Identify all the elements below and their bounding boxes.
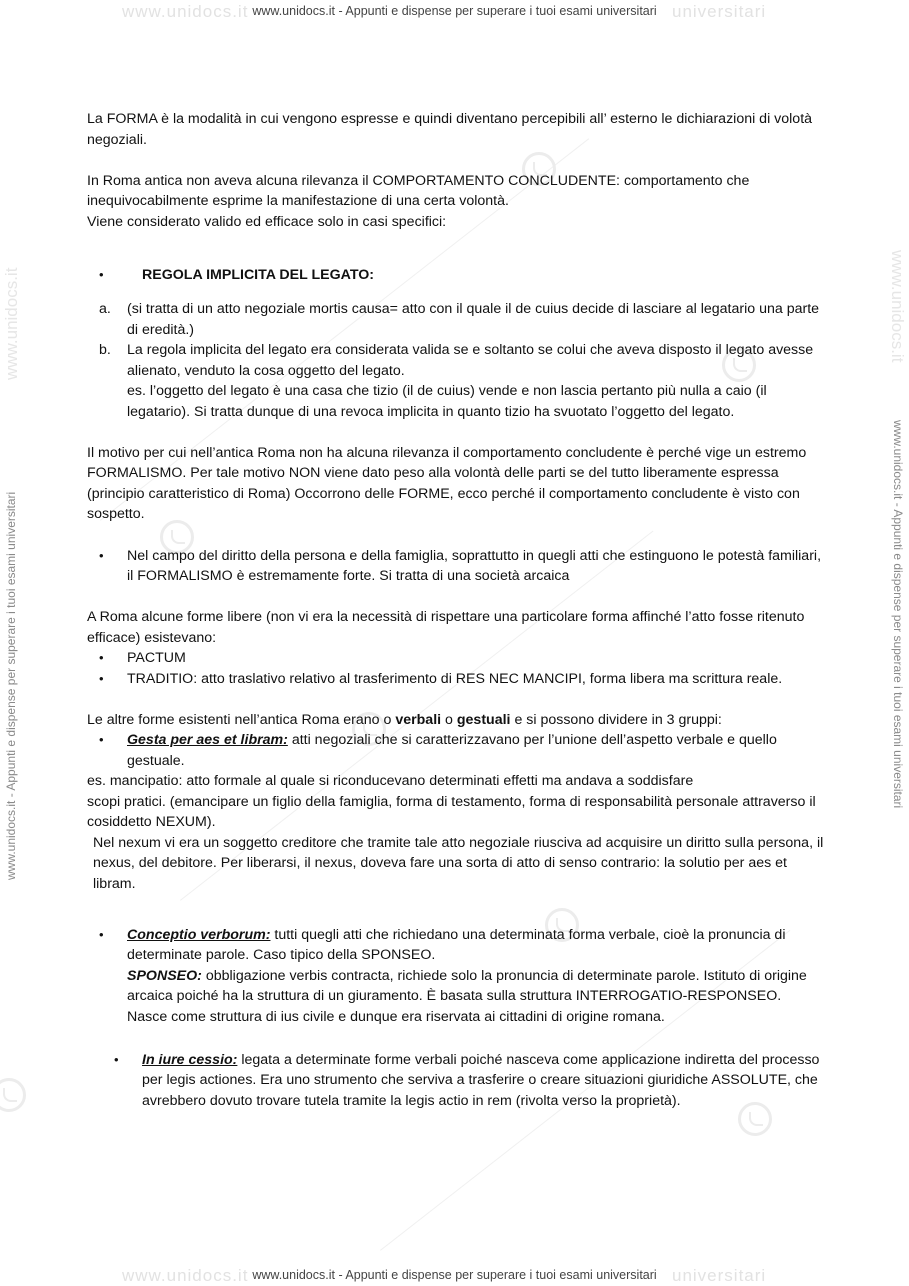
list-marker: a. bbox=[99, 301, 111, 317]
watermark-side-right: www.unidocs.it - Appunti e dispense per superare i tuoi esami universitari bbox=[891, 420, 905, 809]
list-marker: b. bbox=[99, 342, 111, 358]
paragraph-scopi: scopi pratici. (emancipare un figlio della famiglia, forma di testamento, forma di responsabilità personale attraverso il cosiddetto NEXUM). bbox=[87, 793, 816, 830]
watermark-side-ghost-left: www.unidocs.it bbox=[2, 267, 21, 380]
watermark-logo-icon bbox=[0, 1078, 26, 1112]
paragraph-mancipatio: es. mancipatio: atto formale al quale si riconducevano determinati effetti ma andava a soddisfare bbox=[87, 773, 694, 789]
list-item-gesta: • Gesta per aes et libram: atti negoziali che si caratterizzavano per l’unione dell’aspetto verbale e quello gestuale. bbox=[87, 730, 827, 771]
paragraph-formalismo: Il motivo per cui nell’antica Roma non ha alcuna rilevanza il comportamento concludente è perché vige un estremo FORMALISMO. Per tale motivo NON viene dato peso alla volontà delle parti se del tutto liberamente espressa (principio caratteristico di Roma) Occorrono delle FORME, ecco perché il comportamento concludente è visto con sospetto. bbox=[87, 444, 807, 522]
list-item-a: a. (si tratta di un atto negoziale mortis causa= atto con il quale il de cuius decide di lasciare al legatario una parte di eredità.) bbox=[99, 301, 820, 338]
list-item-traditio: • TRADITIO: atto traslativo relativo al trasferimento di RES NEC MANCIPI, forma libera ma scrittura reale. bbox=[87, 669, 827, 690]
paragraph-forma: La FORMA è la modalità in cui vengono espresse e quindi diventano percepibili all’ esterno le dichiarazioni di volotà negoziali. bbox=[87, 111, 813, 148]
term-sponseo: SPONSEO: bbox=[127, 967, 202, 984]
watermark-ghost-top-left: www.unidocs.it bbox=[122, 2, 249, 21]
list-item-pactum: • PACTUM bbox=[87, 648, 827, 669]
term-conceptio: Conceptio verborum: bbox=[127, 926, 271, 943]
list-item-in-iure-cessio: • In iure cessio: legata a determinate forme verbali poiché nasceva come applicazione indiretta del processo per legis actiones. Era uno strumento che serviva a trasferire o creare situazioni giuridiche ASSOLUTE, che avrebbero dovuto trovare tutela tramite la legis actio in rem (rivolta verso la proprietà). bbox=[87, 1050, 827, 1112]
list-item-conceptio: • Conceptio verborum: tutti quegli atti che richiedano una determinata forma verbale, cioè la pronuncia di determinate parole. Caso tipico della SPONSEO. SPONSEO: obbligazione verbis contracta, richiede solo la pronuncia di determinate parole. Istituto di origine arcaica poiché ha la struttura di un giuramento. È basata sulla struttura INTERROGATIO-RESPONSEO. Nasce come struttura di ius civile e dunque era riservata ai cittadini di origine romana. bbox=[87, 925, 827, 1028]
watermark-header: www.unidocs.it - Appunti e dispense per superare i tuoi esami universitari bbox=[252, 4, 657, 18]
paragraph-comportamento: In Roma antica non aveva alcuna rilevanza il COMPORTAMENTO CONCLUDENTE: comportamento che inequivocabilmente esprime la manifestazione di una certa volontà. bbox=[87, 172, 750, 209]
paragraph-nexum: Nel nexum vi era un soggetto creditore che tramite tale atto negoziale riusciva ad acquisire un diritto sulla persona, il nexus, del debitore. Per liberarsi, il nexus, doveva fare una sorta di atto di senso contrario: la solutio per aes et libram. bbox=[93, 834, 824, 892]
watermark-ghost-bottom-right: universitari bbox=[672, 1266, 767, 1285]
watermark-ghost-top-right: universitari bbox=[672, 2, 767, 21]
list-item-regola: • REGOLA IMPLICITA DEL LEGATO: bbox=[87, 265, 827, 286]
watermark-side-left: www.unidocs.it - Appunti e dispense per superare i tuoi esami universitari bbox=[4, 491, 18, 880]
term-gesta: Gesta per aes et libram: bbox=[127, 732, 288, 748]
paragraph-casi-specifici: Viene considerato valido ed efficace solo in casi specifici: bbox=[87, 213, 447, 230]
term-in-iure-cessio: In iure cessio: bbox=[142, 1051, 238, 1068]
paragraph-altre-forme: Le altre forme esistenti nell’antica Roma erano o verbali o gestuali e si possono dividere in 3 gruppi: bbox=[87, 711, 722, 728]
watermark-ghost-bottom-left: www.unidocs.it bbox=[122, 1266, 249, 1285]
watermark-side-ghost-right: www.unidocs.it bbox=[888, 250, 907, 363]
list-item-b: b. La regola implicita del legato era considerata valida se e soltanto se colui che aveva disposto il legato avesse alienato, venduto la cosa oggetto del legato. es. l’oggetto del legato è una casa che tizio (il de cuius) vende e non lascia pertanto più nulla a caio (il legatario). Si tratta dunque di una revoca implicita in quanto tizio ha svuotato l’oggetto del legato. bbox=[99, 342, 814, 420]
paragraph-forme-libere: A Roma alcune forme libere (non vi era la necessità di rispettare una particolare forma affinché l’atto fosse ritenuto efficace) esistevano: bbox=[87, 609, 805, 646]
document-body bbox=[87, 109, 827, 1111]
list-item-diritto-persona: • Nel campo del diritto della persona e della famiglia, soprattutto in quegli atti che estinguono le potestà familiari, il FORMALISMO è estremamente forte. Si tratta di una società arcaica bbox=[87, 546, 827, 587]
watermark-footer: www.unidocs.it - Appunti e dispense per superare i tuoi esami universitari bbox=[252, 1268, 657, 1282]
